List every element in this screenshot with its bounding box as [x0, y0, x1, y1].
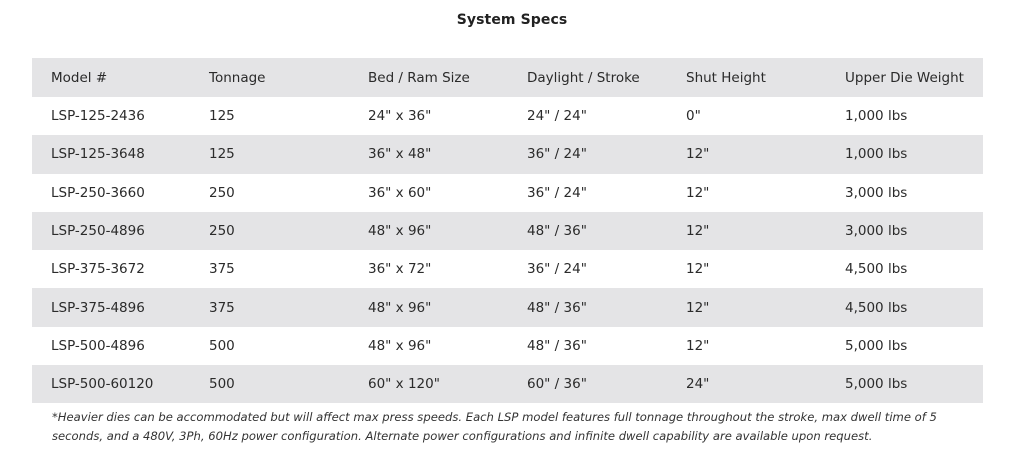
cell-bed-ram-size: 24" x 36" — [368, 108, 432, 125]
cell-shut-height: 12" — [686, 146, 710, 163]
cell-daylight-stroke: 60" / 36" — [527, 376, 587, 393]
cell-model: LSP-125-2436 — [51, 108, 145, 125]
cell-bed-ram-size: 60" x 120" — [368, 376, 440, 393]
cell-bed-ram-size: 48" x 96" — [368, 337, 432, 354]
cell-daylight-stroke: 48" / 36" — [527, 337, 587, 354]
cell-upper-die-weight: 3,000 lbs — [845, 184, 908, 201]
cell-shut-height: 12" — [686, 261, 710, 278]
cell-tonnage: 500 — [209, 337, 235, 354]
cell-upper-die-weight: 4,500 lbs — [845, 261, 908, 278]
cell-upper-die-weight: 5,000 lbs — [845, 376, 908, 393]
cell-shut-height: 0" — [686, 108, 701, 125]
cell-tonnage: 125 — [209, 146, 235, 163]
column-header-daylight-stroke: Daylight / Stroke — [527, 69, 640, 86]
cell-tonnage: 500 — [209, 376, 235, 393]
cell-model: LSP-250-4896 — [51, 223, 145, 240]
table-row — [32, 135, 983, 173]
cell-tonnage: 375 — [209, 261, 235, 278]
column-header-model: Model # — [51, 69, 108, 86]
cell-tonnage: 250 — [209, 223, 235, 240]
cell-model: LSP-500-4896 — [51, 337, 145, 354]
column-header-shut-height: Shut Height — [686, 69, 766, 86]
cell-upper-die-weight: 5,000 lbs — [845, 337, 908, 354]
table-row — [32, 327, 983, 365]
cell-shut-height: 12" — [686, 223, 710, 240]
specs-table — [32, 58, 983, 403]
cell-upper-die-weight: 4,500 lbs — [845, 299, 908, 316]
cell-shut-height: 12" — [686, 299, 710, 316]
cell-model: LSP-125-3648 — [51, 146, 145, 163]
column-header-tonnage: Tonnage — [209, 69, 266, 86]
column-header-bed-ram-size: Bed / Ram Size — [368, 69, 470, 86]
cell-tonnage: 375 — [209, 299, 235, 316]
cell-bed-ram-size: 48" x 96" — [368, 223, 432, 240]
table-row — [32, 250, 983, 288]
cell-shut-height: 24" — [686, 376, 710, 393]
cell-upper-die-weight: 1,000 lbs — [845, 146, 908, 163]
cell-bed-ram-size: 36" x 48" — [368, 146, 432, 163]
cell-bed-ram-size: 36" x 72" — [368, 261, 432, 278]
cell-tonnage: 125 — [209, 108, 235, 125]
cell-daylight-stroke: 24" / 24" — [527, 108, 587, 125]
cell-daylight-stroke: 36" / 24" — [527, 261, 587, 278]
cell-model: LSP-250-3660 — [51, 184, 145, 201]
cell-tonnage: 250 — [209, 184, 235, 201]
column-header-upper-die-weight: Upper Die Weight — [845, 69, 964, 86]
cell-bed-ram-size: 36" x 60" — [368, 184, 432, 201]
cell-model: LSP-375-4896 — [51, 299, 145, 316]
cell-daylight-stroke: 36" / 24" — [527, 146, 587, 163]
cell-shut-height: 12" — [686, 184, 710, 201]
cell-upper-die-weight: 3,000 lbs — [845, 223, 908, 240]
table-row — [32, 365, 983, 403]
table-row — [32, 97, 983, 135]
cell-daylight-stroke: 36" / 24" — [527, 184, 587, 201]
table-body — [32, 97, 983, 403]
cell-model: LSP-375-3672 — [51, 261, 145, 278]
cell-daylight-stroke: 48" / 36" — [527, 299, 587, 316]
table-row — [32, 212, 983, 250]
page-title: System Specs — [456, 12, 568, 28]
cell-model: LSP-500-60120 — [51, 376, 154, 393]
cell-upper-die-weight: 1,000 lbs — [845, 108, 908, 125]
footnote: *Heavier dies can be accommodated but will affect max press speeds. Each LSP model features full tonnage throughout the stroke, max dwell time of 5 seconds, and a 480V, 3Ph, 60Hz power configuration. Alternate power configurations and infinite dwell capability are available upon request. — [52, 410, 937, 443]
cell-bed-ram-size: 48" x 96" — [368, 299, 432, 316]
cell-daylight-stroke: 48" / 36" — [527, 223, 587, 240]
table-header-row — [32, 58, 983, 97]
table-row — [32, 174, 983, 212]
cell-shut-height: 12" — [686, 337, 710, 354]
table-row — [32, 288, 983, 326]
